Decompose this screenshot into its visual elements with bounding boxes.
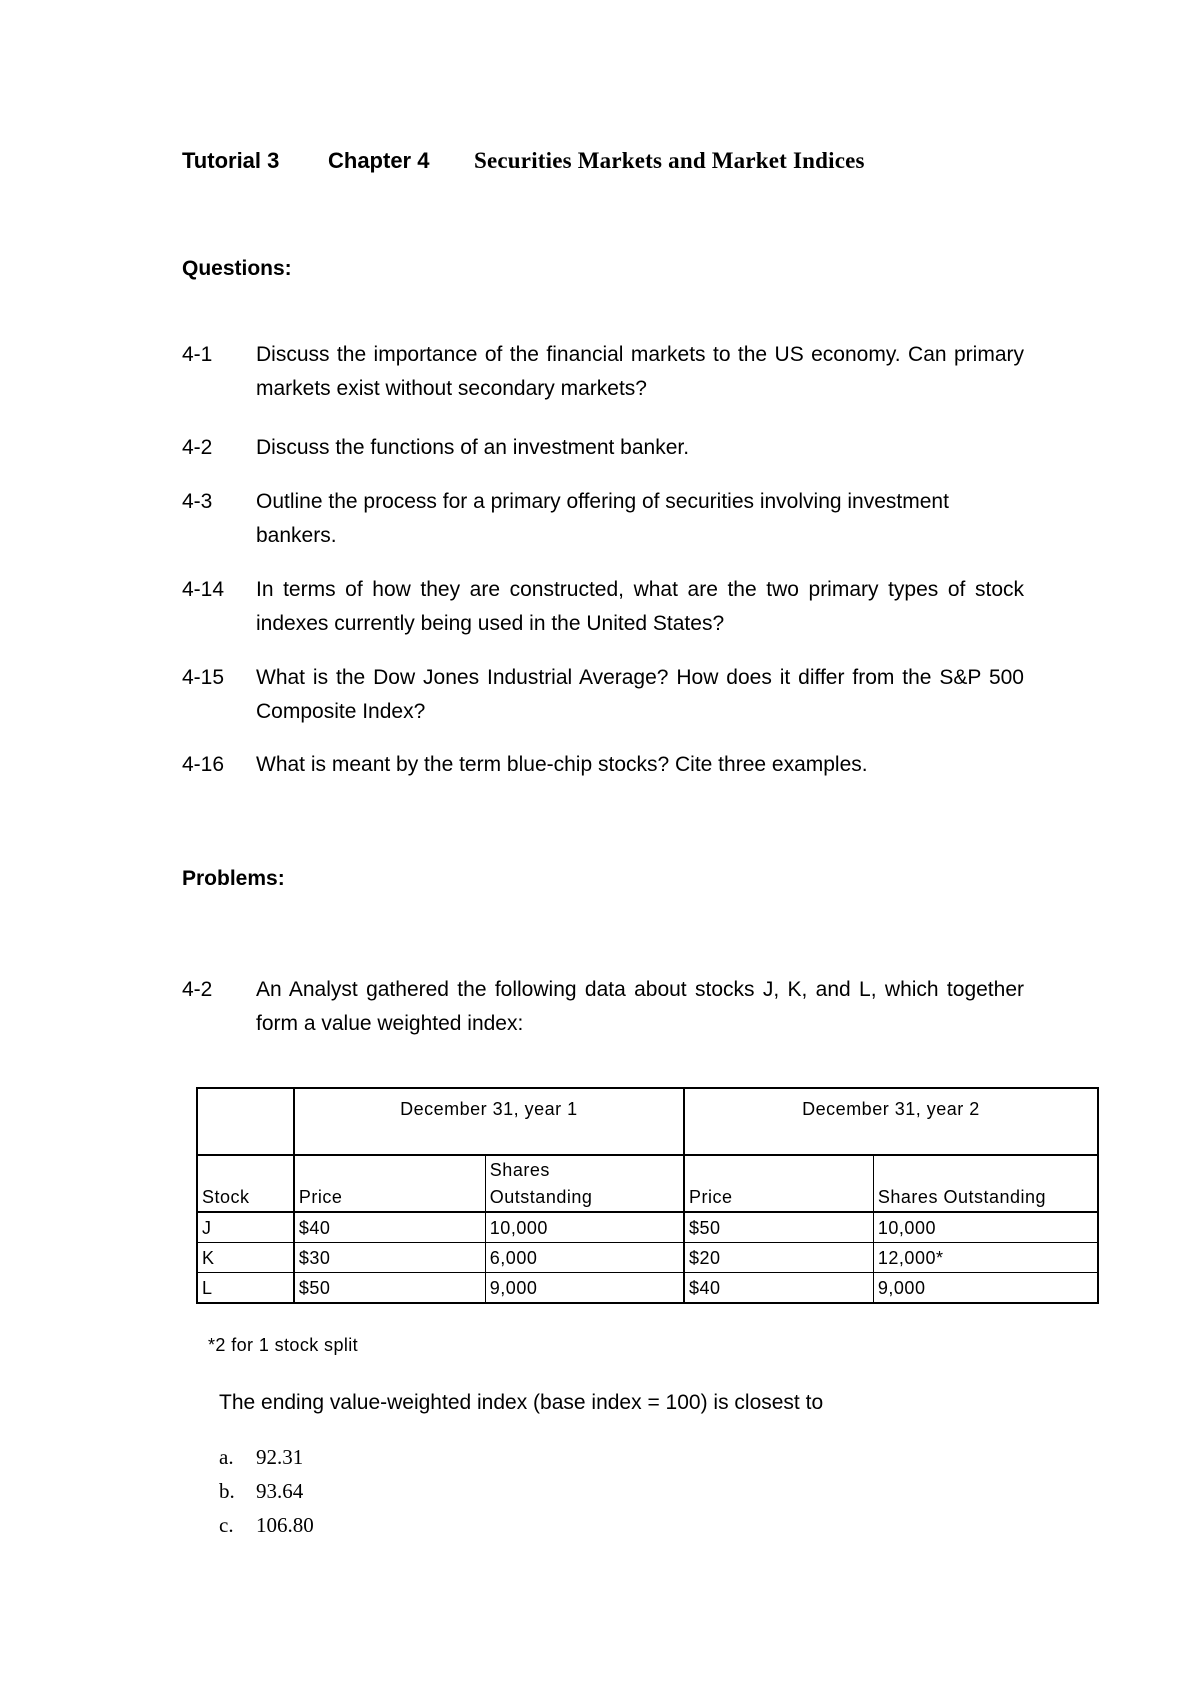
- col-header-shares-2: Shares Outstanding: [873, 1155, 1098, 1212]
- tutorial-label: Tutorial 3: [182, 148, 280, 173]
- cell-price-2: $40: [684, 1273, 873, 1304]
- col-header-price-1: Price: [294, 1155, 485, 1212]
- question-number: 4-16: [182, 753, 225, 776]
- cell-shares-1: 10,000: [485, 1212, 684, 1243]
- option-label: c.: [219, 1513, 234, 1537]
- table-row: [197, 1273, 1098, 1304]
- option-label: b.: [219, 1479, 235, 1503]
- question-text: What is meant by the term blue-chip stocks? Cite three examples.: [256, 753, 868, 776]
- question-number: 4-3: [182, 490, 213, 513]
- question-number: 4-14: [182, 578, 225, 601]
- table-column-header-row: [197, 1155, 1098, 1212]
- cell-shares-1: 9,000: [485, 1273, 684, 1304]
- document-title: Securities Markets and Market Indices: [474, 148, 865, 173]
- table-row: [197, 1212, 1098, 1243]
- question-text: In terms of how they are constructed, what are the two primary types of stock indexes currently being used in the United States?: [256, 578, 1024, 635]
- col-header-shares-1-line2: Outstanding: [489, 1187, 593, 1207]
- cell-price-1: $40: [294, 1212, 485, 1243]
- stock-data-table: [196, 1087, 1099, 1304]
- question-text: Outline the process for a primary offering of securities involving investment bankers.: [256, 490, 949, 547]
- cell-shares-2: 12,000*: [873, 1243, 1098, 1273]
- question-number: 4-1: [182, 343, 213, 366]
- chapter-label: Chapter 4: [328, 148, 430, 173]
- problems-heading: Problems:: [182, 867, 285, 890]
- cell-shares-2: 10,000: [873, 1212, 1098, 1243]
- problem-prompt: The ending value-weighted index (base index = 100) is closest to: [219, 1391, 824, 1414]
- table-row: [197, 1243, 1098, 1273]
- option-value: 92.31: [256, 1445, 304, 1469]
- cell-stock: J: [197, 1212, 294, 1243]
- table-period-header-row: [197, 1088, 1098, 1155]
- cell-price-1: $30: [294, 1243, 485, 1273]
- col-header-shares-1: [485, 1155, 684, 1212]
- col-header-price-2: Price: [684, 1155, 873, 1212]
- table-corner-cell: [197, 1088, 294, 1155]
- col-header-shares-1-line1: Shares: [489, 1160, 550, 1180]
- option-label: a.: [219, 1445, 234, 1469]
- cell-price-1: $50: [294, 1273, 485, 1304]
- period-1-header: December 31, year 1: [294, 1088, 684, 1155]
- table-footnote: *2 for 1 stock split: [208, 1335, 359, 1355]
- problem-text: An Analyst gathered the following data about stocks J, K, and L, which together form a value weighted index:: [256, 978, 1024, 1035]
- option-value: 93.64: [256, 1479, 304, 1503]
- question-text: What is the Dow Jones Industrial Average? How does it differ from the S&P 500 Composite Index?: [256, 666, 1024, 723]
- question-number: 4-15: [182, 666, 225, 689]
- option-value: 106.80: [256, 1513, 314, 1537]
- cell-price-2: $20: [684, 1243, 873, 1273]
- questions-heading: Questions:: [182, 257, 292, 280]
- cell-shares-1: 6,000: [485, 1243, 684, 1273]
- question-text: Discuss the importance of the financial markets to the US economy. Can primary markets exist without secondary markets?: [256, 343, 1024, 400]
- question-number: 4-2: [182, 436, 213, 459]
- cell-price-2: $50: [684, 1212, 873, 1243]
- cell-stock: L: [197, 1273, 294, 1304]
- period-2-header: December 31, year 2: [684, 1088, 1098, 1155]
- problem-number: 4-2: [182, 978, 213, 1001]
- question-text: Discuss the functions of an investment banker.: [256, 436, 690, 459]
- cell-stock: K: [197, 1243, 294, 1273]
- col-header-stock: Stock: [197, 1155, 294, 1212]
- cell-shares-2: 9,000: [873, 1273, 1098, 1304]
